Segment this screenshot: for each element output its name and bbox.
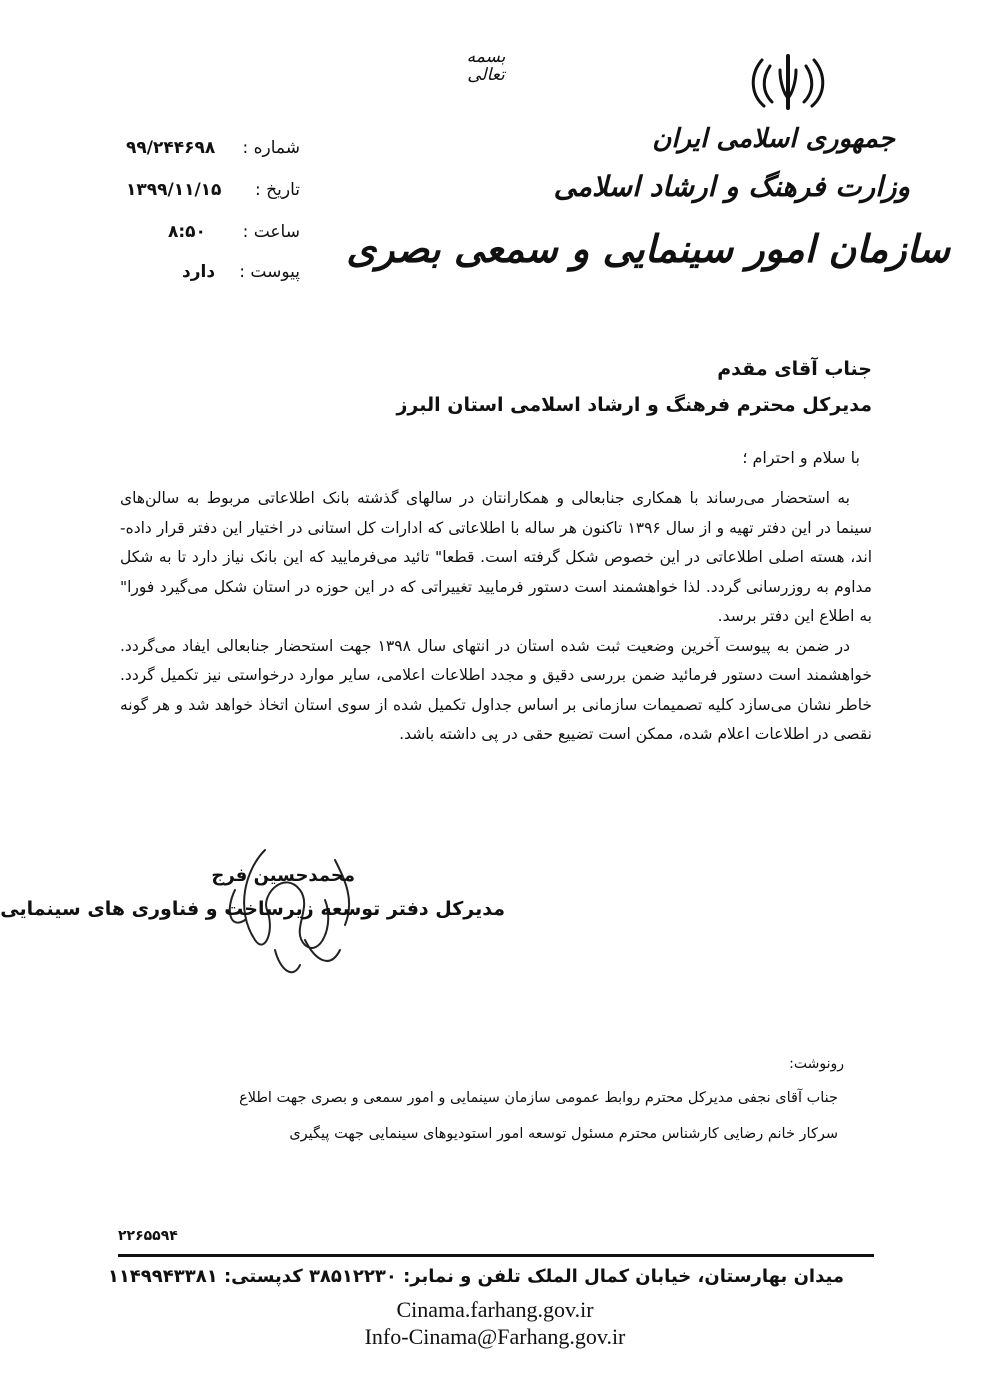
meta-attachment-value: دارد — [182, 262, 216, 282]
meta-time-value: ۸:۵۰ — [168, 222, 206, 242]
reference-code: ۲۲۶۵۵۹۴ — [118, 1228, 178, 1244]
meta-date-label: تاریخ : — [255, 180, 300, 200]
addressee-title: مدیرکل محترم فرهنگ و ارشاد اسلامی استان البرز — [396, 394, 872, 416]
body-paragraph-2: در ضمن به پیوست آخرین وضعیت ثبت شده استان در انتهای سال ۱۳۹۸ جهت استحضار جنابعالی ایفاد می‌گردد. خواهشمند است دستور فرمائید ضمن بررسی دقیق و مجدد اطلاعات اعلامی، سایر موارد درخواستی نیز تکمیل گردد. خاطر نشان می‌سازد کلیه تصمیمات سازمانی بر اساس جداول تکمیل شده از سوی استان اتخاذ خواهد شد و هر گونه نقصی در اطلاعات اعلام شده، ممکن است تضییع حقی در پی داشته باشد. — [120, 636, 872, 743]
addressee-name: جناب آقای مقدم — [717, 358, 872, 380]
meta-number-row — [110, 138, 300, 168]
meta-time-label: ساعت : — [242, 222, 300, 242]
meta-time-row — [110, 222, 300, 252]
org-country: جمهوری اسلامی ایران — [652, 124, 895, 154]
org-ministry: وزارت فرهنگ و ارشاد اسلامی — [553, 170, 910, 203]
footer-website[interactable]: Cinama.farhang.gov.ir — [396, 1297, 594, 1322]
footer-address: میدان بهارستان، خیابان کمال الملک تلفن و نمابر: ۳۸۵۱۲۲۳۰ کدپستی: ۱۱۴۹۹۴۳۳۸۱ — [107, 1266, 844, 1287]
meta-date-value: ۱۳۹۹/۱۱/۱۵ — [126, 180, 222, 200]
cc-item: سرکار خانم رضایی کارشناس محترم مسئول توسعه امور استودیوهای سینمایی جهت پیگیری — [289, 1126, 838, 1142]
letter-body — [120, 484, 872, 750]
meta-number-label: شماره : — [242, 138, 300, 158]
cc-item: جناب آقای نجفی مدیرکل محترم روابط عمومی سازمان سینمایی و امور سمعی و بصری جهت اطلاع — [239, 1090, 838, 1106]
footer-divider — [118, 1254, 874, 1257]
org-organization: سازمان امور سینمایی و سمعی بصری — [346, 226, 950, 271]
signer-title: مدیرکل دفتر توسعه زیرساخت و فناوری های سینمایی — [0, 898, 505, 920]
meta-attachment-row — [110, 262, 300, 292]
iran-emblem-icon — [748, 52, 828, 114]
footer-email[interactable]: Info-Cinama@Farhang.gov.ir — [364, 1324, 626, 1349]
signer-name: محمدحسین فرج — [211, 865, 355, 886]
greeting: با سلام و احترام ؛ — [742, 448, 860, 467]
meta-number-value: ۹۹/۲۴۴۶۹۸ — [126, 138, 216, 158]
body-paragraph-1: به استحضار می‌رساند با همکاری جنابعالی و همکارانتان در سالهای گذشته بانک اطلاعاتی مربوط به سالن‌های سینما در این دفتر تهیه و از سال ۱۳۹۶ تاکنون هر ساله با اطلاعاتی که ادارات کل استانی در اختیار این دفتر قرار داده-اند، هسته اصلی اطلاعاتی در این خصوص شکل گرفته است. قطعا" تائید می‌فرمایید که این بانک نیاز دارد تا به شکل مداوم به روزرسانی گردد. لذا خواهشمند است دستور فرمایید تغییراتی که در این حوزه در استان شکل می‌گیرد فورا" به اطلاع این دفتر برسد. — [120, 489, 872, 625]
meta-date-row — [110, 180, 300, 210]
basmala: بسمه تعالی — [466, 47, 506, 85]
meta-attachment-label: پیوست : — [239, 262, 300, 282]
cc-label: رونوشت: — [789, 1056, 844, 1072]
